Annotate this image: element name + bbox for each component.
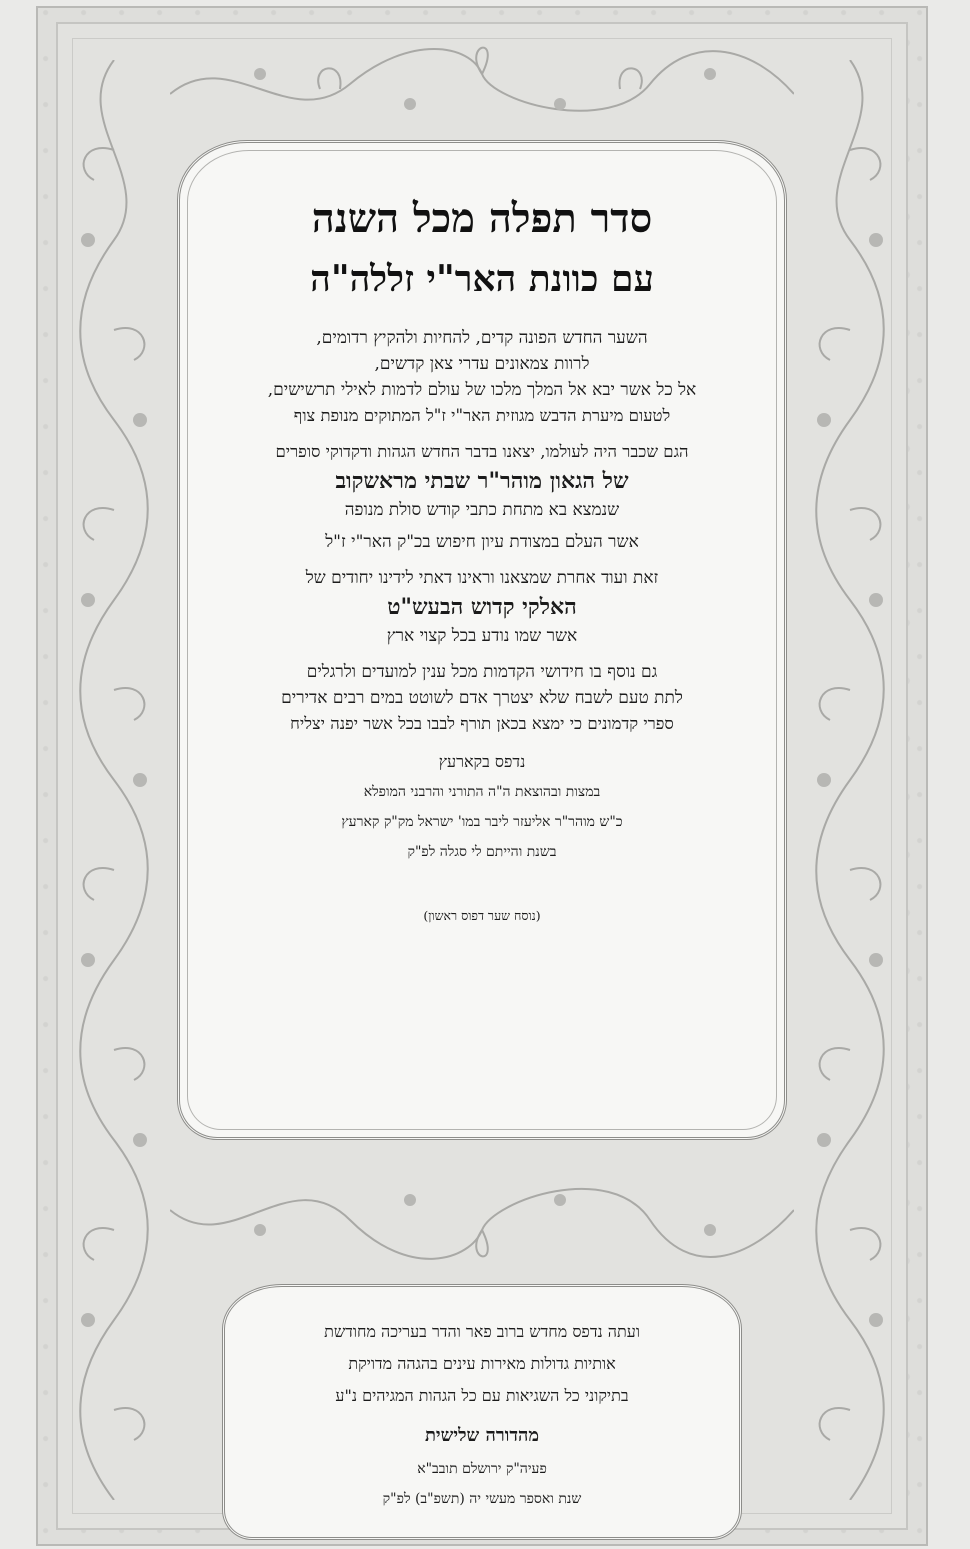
body-line: שנמצא בא מתחת כתבי קודש סולת מנופה bbox=[344, 500, 620, 520]
edition-text bbox=[232, 1316, 732, 1514]
publication-year: שנת ואספר מעשי יה (תשפ"ב) לפ"ק bbox=[382, 1491, 582, 1507]
printing-line: כ"ש מוהר"ר אליעזר ליבר במו' ישראל מק"ק קארעץ bbox=[341, 814, 623, 830]
body-line: ספרי קדמונים כי ימצא בכאן תורף לבבו בכל אשר יפנה יצליח bbox=[290, 714, 674, 733]
body-line: גם נוסף בו חידושי הקדמות מכל ענין למועדים ולרגלים bbox=[306, 662, 658, 682]
page-subtitle: עם כוונת האר"י זללה"ה bbox=[310, 258, 654, 300]
printing-line: במצות ובהוצאת ה"ה התורני והרבני המופלא bbox=[363, 784, 601, 800]
body-line: אשר העלם במצודת עיון חיפוש בכ"ק האר"י ז"ל bbox=[325, 532, 639, 552]
body-line: לטעום מיערת הדבש מגוזית האר"י ז"ל המתוקים מנופת צוף bbox=[293, 406, 671, 425]
rabbi-name-line: של הגאון מוהר"ר שבתי מראשקוב bbox=[335, 468, 629, 494]
printing-line: בשנת והייתם לי סגלה לפ"ק bbox=[407, 844, 557, 860]
title-page-text bbox=[192, 195, 772, 931]
body-line: לתת טעם לשבח שלא יצטרך אדם לשוטט במים רבים אדירים bbox=[281, 688, 683, 708]
publication-place: פעיה"ק ירושלם תובב"א bbox=[417, 1461, 547, 1477]
body-line: אל כל אשר יבא אל המלך מלכו של עולם לדמות לאילי תרשישים, bbox=[267, 380, 697, 400]
edition-line: ועתה נדפס מחדש ברוב פאר והדר בעריכה מחודשת bbox=[324, 1322, 640, 1341]
floral-ornament-right bbox=[794, 60, 906, 1500]
floral-ornament-top bbox=[170, 34, 794, 138]
printed-place: נדפס בקארעץ bbox=[438, 752, 526, 771]
edition-number: מהדורה שלישית bbox=[424, 1425, 540, 1446]
edition-line: בתיקוני כל השגיאות עם כל הגהות המגיהים נ"ע bbox=[335, 1386, 629, 1405]
besht-line: האלקי קדוש הבעש"ט bbox=[387, 594, 577, 620]
floral-ornament-middle bbox=[170, 1150, 794, 1274]
body-line: לרוות צמאונים עדרי צאן קדשים, bbox=[374, 354, 590, 374]
page-title: סדר תפלה מכל השנה bbox=[311, 195, 653, 242]
body-line: זאת ועוד אחרת שמצאנו וראינו דאתי לידינו יחודים של bbox=[305, 568, 659, 588]
body-line: הגם שכבר היה לעולמו, יצאנו בדבר החדש הגהות ודקדוקי סופרים bbox=[275, 442, 689, 461]
body-line: השער החדש הפונה קדים, להחיות ולהקיץ רדומים, bbox=[316, 328, 648, 348]
floral-ornament-left bbox=[58, 60, 170, 1500]
first-edition-note: (נוסח שער דפוס ראשון) bbox=[423, 908, 541, 923]
edition-line: אותיות גדולות מאירות עינים בהגהה מדויקת bbox=[348, 1354, 616, 1373]
body-line: אשר שמו נודע בכל קצוי ארץ bbox=[386, 626, 578, 646]
